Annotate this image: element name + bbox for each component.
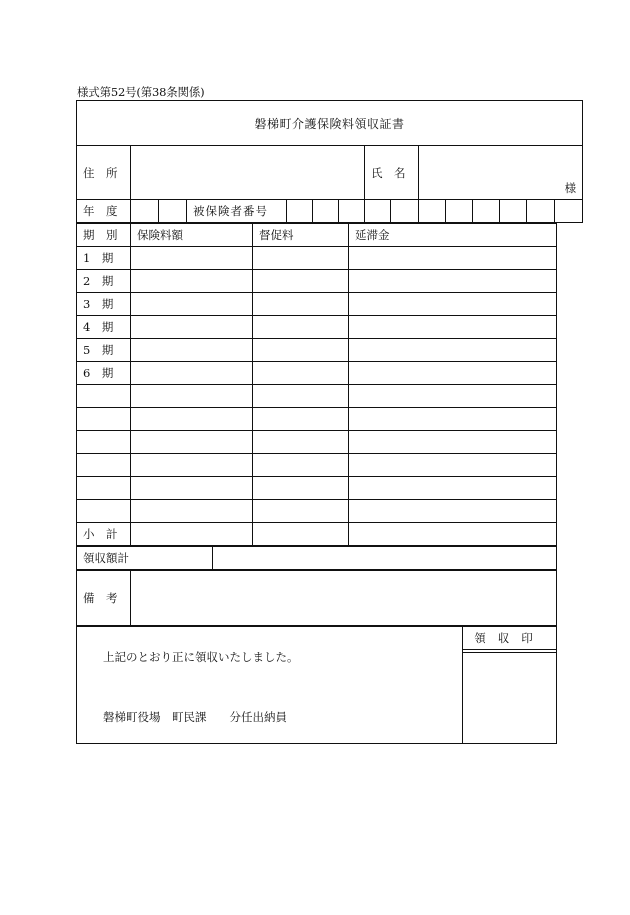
insured-number-box[interactable]: [339, 200, 365, 223]
premium-cell[interactable]: [131, 339, 253, 362]
premium-cell[interactable]: [131, 500, 253, 523]
insured-number-box[interactable]: [473, 200, 500, 223]
name-field[interactable]: [419, 146, 583, 200]
subtotal-premium[interactable]: [131, 523, 253, 546]
period-table: [76, 223, 557, 546]
period-label: 2 期: [77, 270, 131, 293]
receipt-form: [76, 100, 577, 744]
premium-cell[interactable]: [131, 385, 253, 408]
subtotal-label: 小 計: [77, 523, 131, 546]
insured-number-box[interactable]: [500, 200, 527, 223]
total-label: 領収額計: [77, 547, 213, 570]
delinquency-cell[interactable]: [349, 454, 557, 477]
insured-number-box[interactable]: [555, 200, 583, 223]
receipt-stamp-box[interactable]: [463, 652, 556, 743]
total-amount[interactable]: [213, 547, 557, 570]
period-label: 6 期: [77, 362, 131, 385]
period-row: [77, 431, 557, 454]
late-fee-cell[interactable]: [253, 362, 349, 385]
delinquency-cell[interactable]: [349, 247, 557, 270]
delinquency-cell[interactable]: [349, 431, 557, 454]
period-row: [77, 362, 557, 385]
insured-number-box[interactable]: [391, 200, 419, 223]
delinquency-cell[interactable]: [349, 270, 557, 293]
delinquency-cell[interactable]: [349, 362, 557, 385]
form-title: 磐梯町介護保険料領収証書: [77, 101, 583, 146]
period-label: 3 期: [77, 293, 131, 316]
receipt-stamp-area: [463, 627, 557, 744]
address-field[interactable]: [131, 146, 365, 200]
period-label: [77, 385, 131, 408]
late-fee-cell[interactable]: [253, 247, 349, 270]
receipt-message-area: [77, 627, 463, 744]
period-row: [77, 500, 557, 523]
late-fee-cell[interactable]: [253, 408, 349, 431]
late-fee-cell[interactable]: [253, 500, 349, 523]
fiscal-year-label: 年 度: [77, 200, 131, 223]
period-row: [77, 293, 557, 316]
late-fee-cell[interactable]: [253, 454, 349, 477]
receipt-footer: [76, 626, 557, 744]
remarks-label: 備 考: [77, 571, 131, 626]
late-fee-cell[interactable]: [253, 477, 349, 500]
late-fee-cell[interactable]: [253, 270, 349, 293]
period-row: [77, 270, 557, 293]
premium-cell[interactable]: [131, 408, 253, 431]
insured-number-box[interactable]: [287, 200, 313, 223]
premium-cell[interactable]: [131, 477, 253, 500]
period-label: 4 期: [77, 316, 131, 339]
address-label: 住 所: [77, 146, 131, 200]
period-row: [77, 408, 557, 431]
period-row: [77, 247, 557, 270]
fiscal-year-box-1[interactable]: [131, 200, 159, 223]
office-line: 磐梯町役場 町民課 分任出納員: [103, 710, 287, 724]
insured-number-box[interactable]: [419, 200, 446, 223]
subtotal-late-fee[interactable]: [253, 523, 349, 546]
delinquency-cell[interactable]: [349, 500, 557, 523]
period-row: [77, 385, 557, 408]
insured-number-box[interactable]: [313, 200, 339, 223]
insured-number-box[interactable]: [365, 200, 391, 223]
insured-number-box[interactable]: [446, 200, 473, 223]
period-label: [77, 500, 131, 523]
col-header-premium: 保険料額: [131, 224, 253, 247]
subtotal-delinquency[interactable]: [349, 523, 557, 546]
period-label: 1 期: [77, 247, 131, 270]
remarks-field[interactable]: [131, 571, 557, 626]
period-row: [77, 454, 557, 477]
insured-number-box[interactable]: [527, 200, 555, 223]
name-label: 氏 名: [365, 146, 419, 200]
late-fee-cell[interactable]: [253, 339, 349, 362]
col-header-period: 期 別: [77, 224, 131, 247]
premium-cell[interactable]: [131, 362, 253, 385]
period-label: [77, 408, 131, 431]
receipt-message: 上記のとおり正に領収いたしました。: [103, 650, 299, 664]
period-row: [77, 477, 557, 500]
col-header-late-fee: 督促料: [253, 224, 349, 247]
period-label: [77, 431, 131, 454]
delinquency-cell[interactable]: [349, 385, 557, 408]
late-fee-cell[interactable]: [253, 316, 349, 339]
period-label: [77, 477, 131, 500]
premium-cell[interactable]: [131, 293, 253, 316]
delinquency-cell[interactable]: [349, 339, 557, 362]
total-table: [76, 546, 557, 570]
receipt-stamp-label: 領収印: [463, 627, 556, 650]
late-fee-cell[interactable]: [253, 385, 349, 408]
delinquency-cell[interactable]: [349, 408, 557, 431]
col-header-delinquency: 延滞金: [349, 224, 557, 247]
delinquency-cell[interactable]: [349, 316, 557, 339]
period-row: [77, 316, 557, 339]
period-label: 5 期: [77, 339, 131, 362]
sama-suffix: 様: [564, 181, 577, 195]
premium-cell[interactable]: [131, 454, 253, 477]
period-label: [77, 454, 131, 477]
receipt-table: [76, 100, 583, 223]
premium-cell[interactable]: [131, 247, 253, 270]
premium-cell[interactable]: [131, 431, 253, 454]
form-number: 様式第52号(第38条関係): [77, 85, 205, 99]
delinquency-cell[interactable]: [349, 477, 557, 500]
period-row: [77, 339, 557, 362]
premium-cell[interactable]: [131, 316, 253, 339]
late-fee-cell[interactable]: [253, 293, 349, 316]
fiscal-year-box-2[interactable]: [159, 200, 187, 223]
premium-cell[interactable]: [131, 270, 253, 293]
remarks-table: [76, 570, 557, 626]
delinquency-cell[interactable]: [349, 293, 557, 316]
insured-number-label: 被保険者番号: [187, 200, 287, 223]
late-fee-cell[interactable]: [253, 431, 349, 454]
